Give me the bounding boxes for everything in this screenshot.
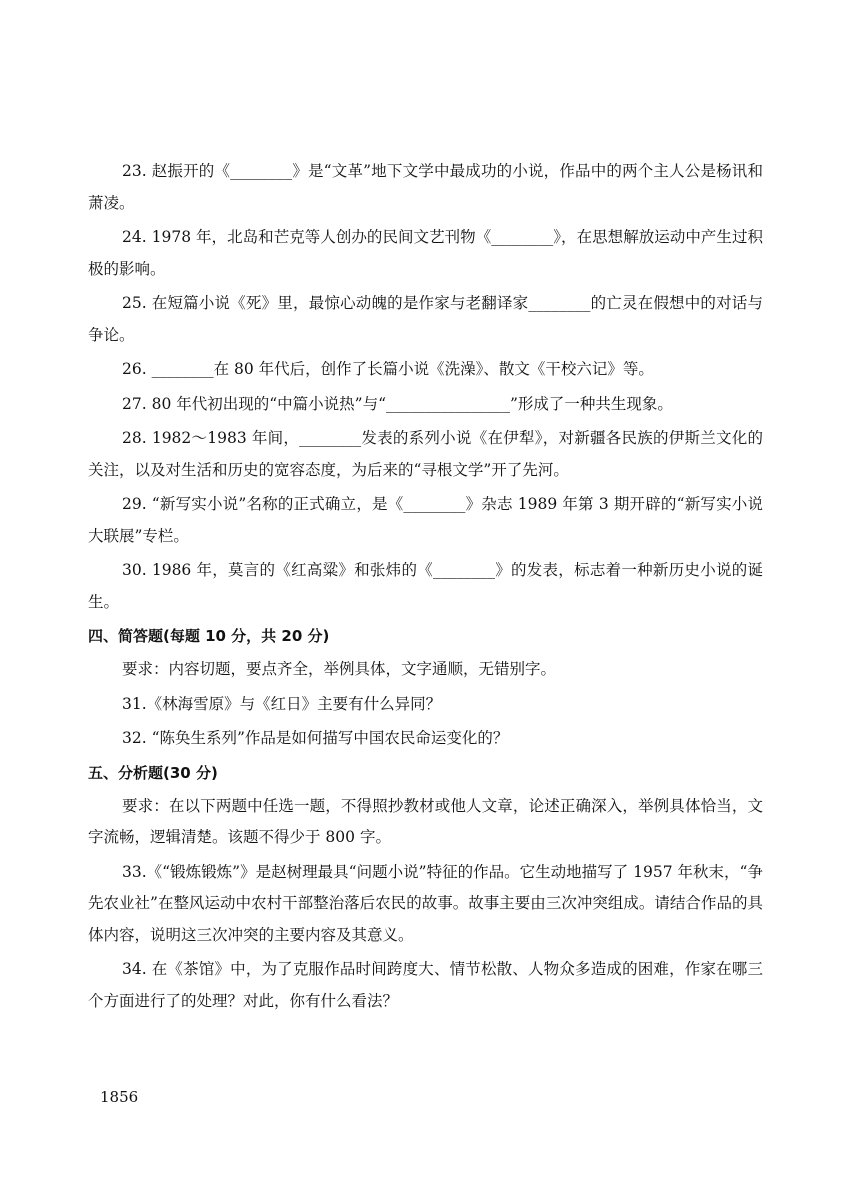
- question-24: 24. 1978 年，北岛和芒克等人创办的民间文艺刊物《________》，在思想解放运动中产生过积极的影响。: [88, 228, 763, 278]
- exam-content: [88, 156, 763, 1020]
- question-33: 33.《“锻炼锻炼”》是赵树理最具“问题小说”特征的作品。它生动地描写了 1957 年秋末，“争先农业社”在整风运动中农村干部整治落后农民的故事。故事主要由三次冲突组成。请结合作品的具体内容，说明这三次冲突的主要内容及其意义。: [88, 862, 763, 944]
- question-31: 31.《林海雪原》与《红日》主要有什么异同？: [122, 694, 442, 713]
- question-27: 27. 80 年代初出现的“中篇小说热”与“________________”形成了一种共生现象。: [122, 394, 673, 413]
- section-5-title: 五、分析题(30 分): [88, 763, 218, 782]
- question-28: 28. 1982～1983 年间，________发表的系列小说《在伊犁》，对新疆各民族的伊斯兰文化的关注，以及对生活和历史的宽容态度，为后来的“寻根文学”开了先河。: [88, 429, 763, 479]
- question-26: 26. ________在 80 年代后，创作了长篇小说《洗澡》、散文《干校六记》等。: [122, 360, 654, 378]
- section-4-title: 四、简答题(每题 10 分，共 20 分): [88, 627, 330, 645]
- question-32: 32. “陈奂生系列”作品是如何描写中国农民命运变化的？: [122, 729, 509, 747]
- question-29: 29. “新写实小说”名称的正式确立，是《________》杂志 1989 年第 3 期开辟的“新写实小说大联展”专栏。: [88, 495, 763, 545]
- section-5-requirement: 要求：在以下两题中任选一题，不得照抄教材或他人文章，论述正确深入，举例具体恰当，文字流畅，逻辑清楚。该题不得少于 800 字。: [88, 796, 763, 846]
- question-25: 25. 在短篇小说《死》里，最惊心动魄的是作家与老翻译家________的亡灵在假想中的对话与争论。: [88, 294, 763, 344]
- question-34: 34. 在《茶馆》中，为了克服作品时间跨度大、情节松散、人物众多造成的困难，作家在哪三个方面进行了的处理？对此，你有什么看法？: [88, 960, 763, 1010]
- question-30: 30. 1986 年，莫言的《红高粱》和张炜的《________》的发表，标志着一种新历史小说的诞生。: [88, 561, 763, 611]
- page-number: 1856: [100, 1088, 139, 1106]
- section-4-requirement: 要求：内容切题，要点齐全，举例具体，文字通顺，无错别字。: [122, 660, 557, 678]
- question-23: 23. 赵振开的《________》是“文革”地下文学中最成功的小说，作品中的两个主人公是杨讯和萧凌。: [88, 162, 763, 212]
